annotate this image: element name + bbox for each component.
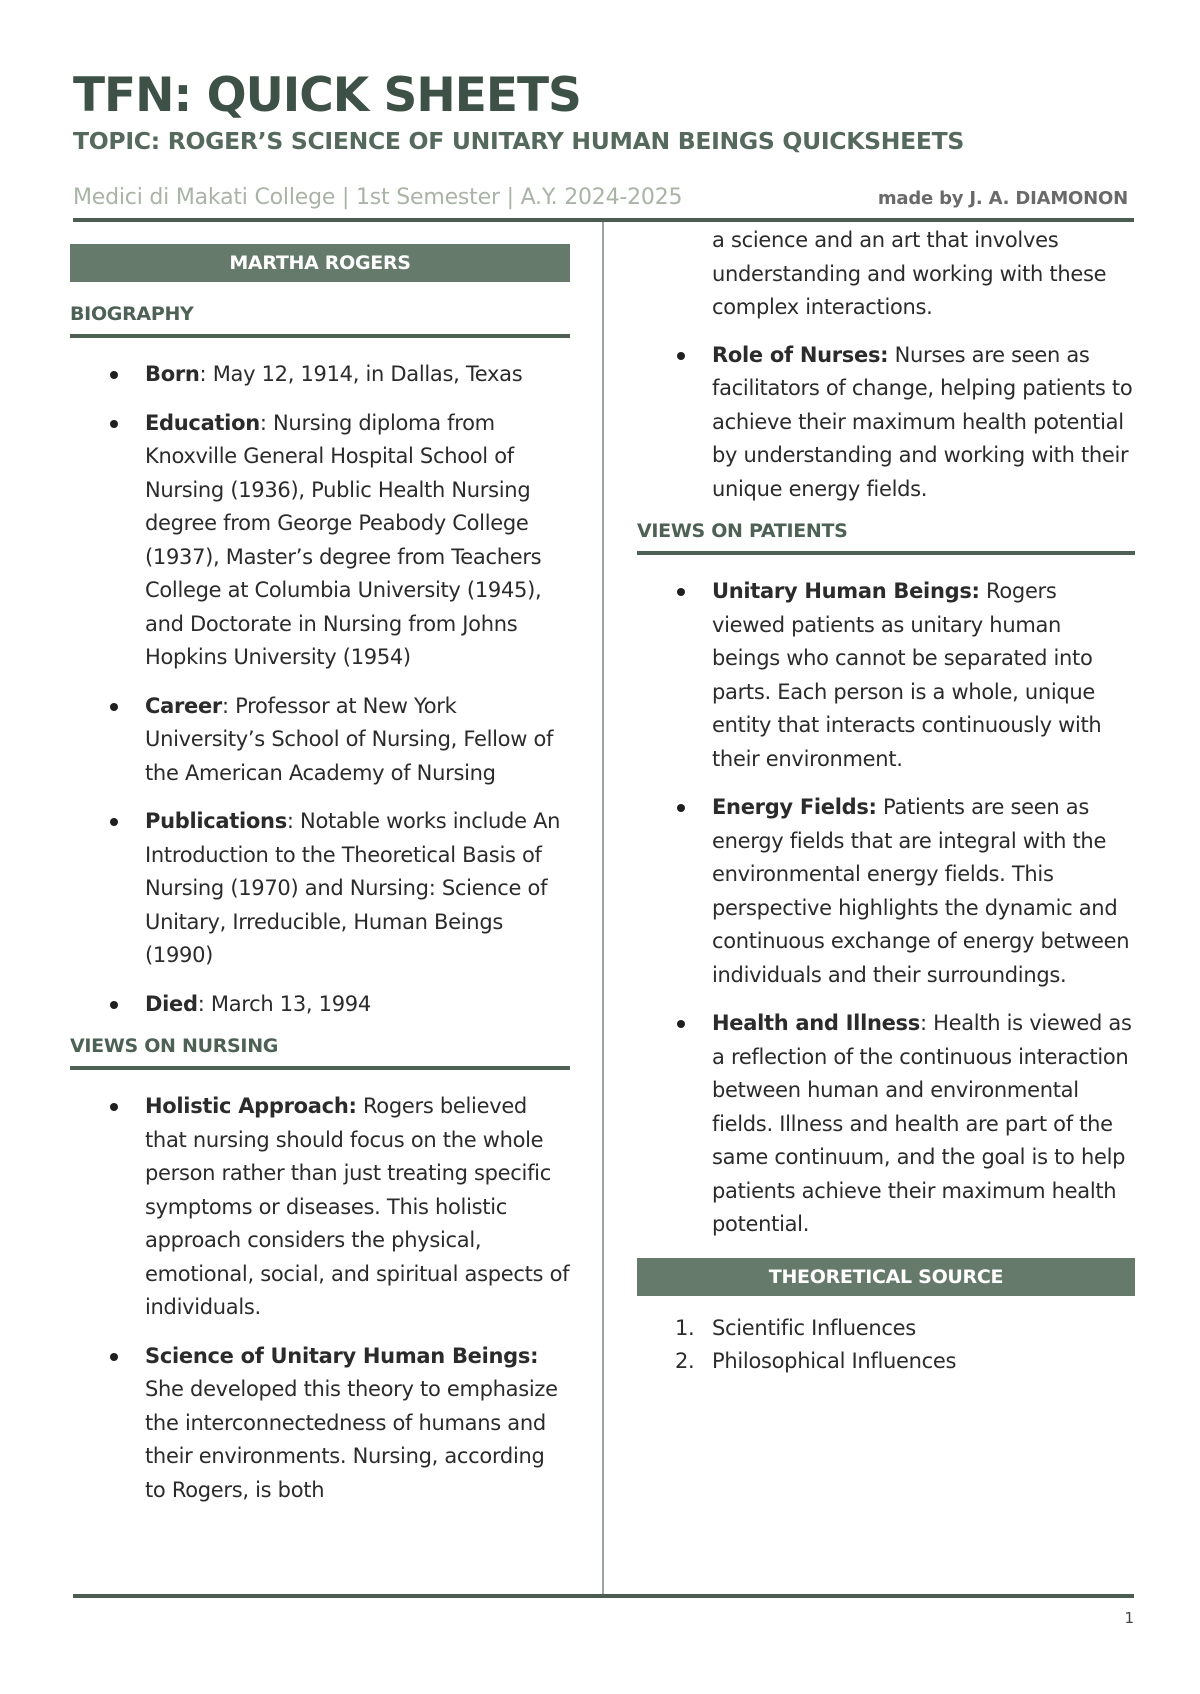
item-term: Science of Unitary Human Beings: xyxy=(145,1343,539,1368)
martha-rogers-banner: MARTHA ROGERS xyxy=(70,244,570,282)
item-text: Rogers believed that nursing should focus on the whole person rather than just treating specific symptoms or diseases. This holistic approach considers the physical, emotional, social, and spiritual aspects of individuals. xyxy=(145,1094,570,1319)
list-item xyxy=(70,358,570,392)
bullet-icon xyxy=(110,1001,118,1009)
bullet-icon xyxy=(110,420,118,428)
list-item xyxy=(70,1090,570,1325)
list-item xyxy=(70,407,570,675)
list-item xyxy=(637,575,1135,776)
biography-heading: BIOGRAPHY xyxy=(70,303,570,338)
theoretical-source-list xyxy=(637,1312,1135,1378)
item-text: : May 12, 1914, in Dallas, Texas xyxy=(199,362,523,386)
item-term: Role of Nurses: xyxy=(712,342,889,367)
page-title: TFN: QUICK SHEETS xyxy=(73,68,581,123)
item-term: Energy Fields: xyxy=(712,795,877,819)
item-text: : Health is viewed as a reflection of the continuous interaction between human and environmental fields. Illness and health are part of the same continuum, and the goal is to help patients achieve their maximum health potential. xyxy=(712,1011,1132,1236)
topic-heading: TOPIC: ROGER’S SCIENCE OF UNITARY HUMAN BEINGS QUICKSHEETS xyxy=(73,127,965,155)
item-text: Rogers viewed patients as unitary human beings who cannot be separated into parts. Each person is a whole, unique entity that interacts continuously with their environment. xyxy=(712,579,1102,771)
views-on-patients-heading: VIEWS ON PATIENTS xyxy=(637,520,1135,555)
bullet-icon xyxy=(110,371,118,379)
views-on-patients-list xyxy=(637,575,1135,1242)
list-item xyxy=(637,1007,1135,1242)
item-term: Holistic Approach: xyxy=(145,1094,357,1118)
left-column xyxy=(70,222,570,1507)
item-term: Education xyxy=(145,410,260,435)
list-item xyxy=(637,339,1135,507)
page-number: 1 xyxy=(1124,1609,1134,1627)
item-text: : Notable works include An Introduction to the Theoretical Basis of Nursing (1970) and Nursing: Science of Unitary, Irreducible, Human Beings (1990) xyxy=(145,809,561,967)
item-text: Patients are seen as energy fields that are integral with the environmental energy fields. This perspective highlights the dynamic and continuous exchange of energy between individuals and their surroundings. xyxy=(712,795,1130,987)
bullet-icon xyxy=(677,1020,685,1028)
column-divider xyxy=(602,222,604,1594)
bullet-icon xyxy=(677,352,685,360)
right-column xyxy=(637,222,1135,1378)
college-subtitle: Medici di Makati College | 1st Semester | A.Y. 2024-2025 xyxy=(73,185,683,210)
continued-text: a science and an art that involves understanding and working with these complex interactions. xyxy=(712,228,1107,319)
views-on-nursing-continued-list xyxy=(637,339,1135,507)
biography-list xyxy=(70,358,570,1021)
item-text: : March 13, 1994 xyxy=(197,991,371,1016)
bullet-icon xyxy=(677,804,685,812)
views-on-nursing-list xyxy=(70,1090,570,1507)
item-term: Publications xyxy=(145,809,287,833)
author-credit: made by J. A. DIAMONON xyxy=(877,188,1128,209)
item-term: Born xyxy=(145,362,200,386)
item-text: She developed this theory to emphasize the interconnectedness of humans and their environments. Nursing, according to Rogers, is both xyxy=(145,1377,558,1502)
list-item xyxy=(637,791,1135,992)
list-item xyxy=(70,988,570,1022)
item-number: 1. xyxy=(675,1315,695,1340)
item-term: Unitary Human Beings: xyxy=(712,579,980,603)
views-on-nursing-heading: VIEWS ON NURSING xyxy=(70,1035,570,1070)
item-term: Health and Illness xyxy=(712,1011,920,1035)
list-item xyxy=(70,1340,570,1508)
bullet-icon xyxy=(110,818,118,826)
list-item xyxy=(637,1312,1135,1345)
bullet-icon xyxy=(110,1103,118,1111)
footer-rule xyxy=(73,1594,1134,1598)
list-item xyxy=(70,690,570,791)
list-item xyxy=(70,805,570,973)
item-text: Nurses are seen as facilitators of change, helping patients to achieve their maximum health potential by understanding and working with their unique energy fields. xyxy=(712,342,1133,501)
item-term: Died xyxy=(145,991,198,1016)
item-term: Career xyxy=(145,693,222,718)
item-text: Scientific Influences xyxy=(712,1315,916,1340)
bullet-icon xyxy=(110,703,118,711)
item-text: : Professor at New York University’s School of Nursing, Fellow of the American Academy of Nursing xyxy=(145,693,554,785)
theoretical-source-banner: THEORETICAL SOURCE xyxy=(637,1258,1135,1296)
list-item xyxy=(637,1345,1135,1378)
item-text: : Nursing diploma from Knoxville General Hospital School of Nursing (1936), Public Health Nursing degree from George Peabody College (1937), Master’s degree from Teachers College at Columbia University (1945), and Doctorate in Nursing from Johns Hopkins University (1954) xyxy=(145,410,542,669)
bullet-icon xyxy=(677,588,685,596)
item-number: 2. xyxy=(675,1348,695,1373)
bullet-icon xyxy=(110,1353,118,1361)
item-text: Philosophical Influences xyxy=(712,1348,957,1373)
